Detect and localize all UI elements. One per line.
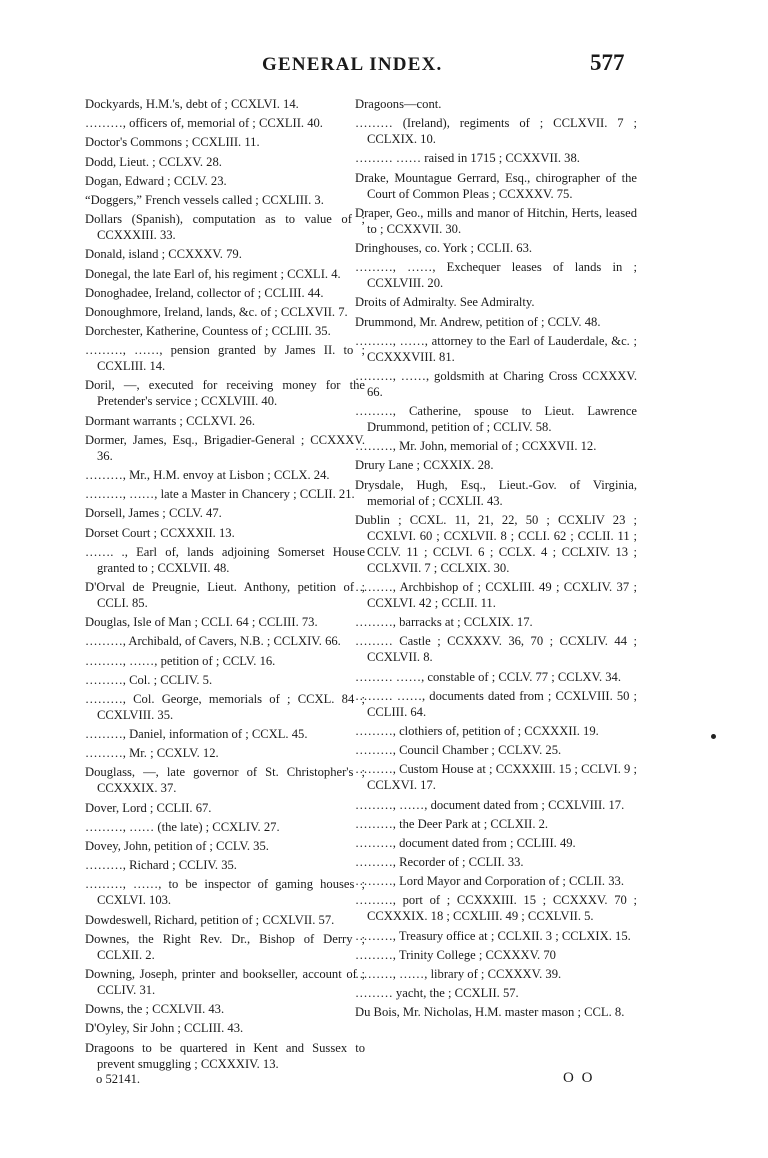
index-entry: Dragoons to be quartered in Kent and Sussex to prevent smuggling ; CCXXXIV. 13.	[85, 1040, 365, 1071]
index-entry: Dormer, James, Esq., Brigadier-General ; CCXXXV. 36.	[85, 432, 365, 463]
index-entry: ………, ……, Exchequer leases of lands in ; CCXLVIII. 20.	[355, 260, 637, 291]
index-entry: Donoughmore, Ireland, lands, &c. of ; CCLXVII. 7.	[85, 304, 348, 319]
index-entry: Drake, Mountague Gerrard, Esq., chirographer of the Court of Common Pleas ; CCXXXV. 75.	[355, 170, 637, 201]
page-number: 577	[590, 50, 625, 75]
index-entry: ………, ……, petition of ; CCLV. 16.	[85, 653, 276, 668]
index-entry: Downes, the Right Rev. Dr., Bishop of Derry ; CCLXII. 2.	[85, 931, 365, 962]
index-entry: ………, Catherine, spouse to Lieut. Lawrence Drummond, petition of ; CCLIV. 58.	[355, 404, 637, 435]
index-entry: Donoghadee, Ireland, collector of ; CCLIII. 44.	[85, 285, 324, 300]
index-entry: Downs, the ; CCXLVII. 43.	[85, 1002, 225, 1017]
page-title: GENERAL INDEX.	[262, 54, 443, 75]
index-entry: Downing, Joseph, printer and bookseller, account of ; CCLIV. 31.	[85, 966, 365, 997]
index-entry: Dorset Court ; CCXXXII. 13.	[85, 525, 235, 540]
index-entry: ………, Archbishop of ; CCXLIII. 49 ; CCXLIV. 37 ; CCXLVI. 42 ; CCLII. 11.	[355, 580, 637, 610]
index-entry: Donegal, the late Earl of, his regiment ; CCXLI. 4.	[85, 266, 341, 281]
index-entry: ………, the Deer Park at ; CCLXII. 2.	[355, 816, 549, 831]
index-entry: ………, Mr., H.M. envoy at Lisbon ; CCLX. 24.	[85, 468, 330, 482]
index-entry: ………, …… (the late) ; CCXLIV. 27.	[85, 819, 280, 834]
index-entry: Drummond, Mr. Andrew, petition of ; CCLV. 48.	[355, 314, 601, 329]
index-entry: ………, barracks at ; CCLXIX. 17.	[355, 615, 533, 630]
index-entry: Douglas, Isle of Man ; CCLI. 64 ; CCLIII. 73.	[85, 615, 318, 630]
index-entry: Dockyards, H.M.'s, debt of ; CCXLVI. 14.	[85, 97, 299, 111]
index-entry: ………, ……, late a Master in Chancery ; CCLII. 21.	[85, 487, 355, 502]
index-entry: Donald, island ; CCXXXV. 79.	[85, 247, 242, 262]
index-entry: ………, ……, goldsmith at Charing Cross CCXXXV. 66.	[355, 368, 637, 399]
index-entry: Du Bois, Mr. Nicholas, H.M. master mason ; CCL. 8.	[355, 1005, 625, 1020]
index-entry: ………, port of ; CCXXXIII. 15 ; CCXXXV. 70 ; CCXXXIX. 18 ; CCXLIII. 49 ; CCXLVII. 5.	[355, 893, 637, 924]
index-entry: Dowdeswell, Richard, petition of ; CCXLVII. 57.	[85, 912, 335, 927]
index-entry: ………, ……, to be inspector of gaming houses ; CCXLVI. 103.	[85, 877, 365, 908]
index-entry: ………, Trinity College ; CCXXXV. 70	[355, 947, 556, 962]
index-entry: Dover, Lord ; CCLII. 67.	[85, 800, 212, 815]
index-entry: ……… Castle ; CCXXXV. 36, 70 ; CCXLIV. 44 ; CCXLVII. 8.	[355, 634, 637, 665]
index-entry: ………, Richard ; CCLIV. 35.	[85, 858, 237, 873]
index-entry: ………, Mr. ; CCXLV. 12.	[85, 746, 219, 761]
index-entry: Dovey, John, petition of ; CCLV. 35.	[85, 839, 269, 853]
index-entry: ……… (Ireland), regiments of ; CCLXVII. 7 ; CCLXIX. 10.	[355, 116, 637, 147]
index-entry: ………, Custom House at ; CCXXXIII. 15 ; CCLVI. 9 ; CCLXVI. 17.	[355, 762, 637, 793]
index-entry: Doctor's Commons ; CCXLIII. 11.	[85, 135, 260, 150]
index-entry: ………, officers of, memorial of ; CCXLII. 40.	[85, 116, 323, 131]
index-entry: ………, Archibald, of Cavers, N.B. ; CCLXIV. 66.	[85, 634, 341, 649]
index-column-left	[85, 96, 365, 1075]
gathering-mark: O O	[563, 1070, 595, 1086]
index-entry: Doril, —, executed for receiving money for the Pretender's service ; CCXLVIII. 40.	[85, 378, 365, 409]
index-entry: D'Orval de Preugnie, Lieut. Anthony, petition of ; CCLI. 85.	[85, 579, 365, 610]
index-entry: ………, Col. ; CCLIV. 5.	[85, 672, 213, 687]
ink-spot	[711, 734, 716, 739]
index-entry: D'Oyley, Sir John ; CCLIII. 43.	[85, 1021, 244, 1036]
index-entry: ………, clothiers of, petition of ; CCXXXII. 19.	[355, 723, 599, 738]
index-entry: Douglass, —, late governor of St. Christopher's ; CCXXXIX. 37.	[85, 765, 365, 796]
index-entry: “Doggers,” French vessels called ; CCXLIII. 3.	[85, 192, 324, 207]
index-entry: ………, ……, library of ; CCXXXV. 39.	[355, 967, 562, 981]
index-entry: ……. ., Earl of, lands adjoining Somerset House granted to ; CCXLVII. 48.	[85, 544, 365, 575]
index-entry: Droits of Admiralty. See Admiralty.	[355, 295, 535, 310]
index-entry: Dormant warrants ; CCLXVI. 26.	[85, 413, 255, 428]
index-entry: ………, Mr. John, memorial of ; CCXXVII. 12.	[355, 439, 597, 454]
index-entry: Dragoons—cont.	[355, 97, 442, 111]
index-entry: Dodd, Lieut. ; CCLXV. 28.	[85, 154, 222, 169]
index-entry: ……… …… raised in 1715 ; CCXXVII. 38.	[355, 151, 580, 166]
index-entry: ………, Treasury office at ; CCLXII. 3 ; CCLXIX. 15.	[355, 928, 631, 943]
index-entry: Dorchester, Katherine, Countess of ; CCLIII. 35.	[85, 324, 331, 339]
index-entry: ……… ……, documents dated from ; CCXLVIII. 50 ; CCLIII. 64.	[355, 688, 637, 719]
index-entry: Dollars (Spanish), computation as to value of ; CCXXXIII. 33.	[85, 212, 365, 243]
index-entry: ………, Recorder of ; CCLII. 33.	[355, 855, 524, 870]
index-entry: ……… yacht, the ; CCXLII. 57.	[355, 986, 519, 1001]
index-entry: Drury Lane ; CCXXIX. 28.	[355, 458, 494, 473]
index-entry: Dublin ; CCXL. 11, 21, 22, 50 ; CCXLIV 23 ; CCXLVI. 60 ; CCXLVII. 8 ; CCLI. 62 ; CCLII. 11 ; CCLV. 11 ; CCLVI. 6 ; CCLX. 4 ; CCLXIV. 13 ; CCLXVII. 7 ; CCLXIX. 30.	[355, 512, 637, 575]
index-entry: Dorsell, James ; CCLV. 47.	[85, 506, 222, 521]
page-header	[0, 52, 768, 82]
index-entry: Dringhouses, co. York ; CCLII. 63.	[355, 240, 533, 255]
signature-mark: o 52141.	[96, 1072, 141, 1086]
index-entry: ………, document dated from ; CCLIII. 49.	[355, 835, 576, 850]
index-entry: ………, ……, pension granted by James II. to ; CCXLIII. 14.	[85, 343, 365, 374]
index-entry: ………, Lord Mayor and Corporation of ; CCLII. 33.	[355, 874, 624, 889]
index-entry: ……… ……, constable of ; CCLV. 77 ; CCLXV. 34.	[355, 669, 621, 684]
index-entry: ………, Council Chamber ; CCLXV. 25.	[355, 743, 562, 758]
index-entry: Dogan, Edward ; CCLV. 23.	[85, 173, 227, 188]
index-entry: ………, Col. George, memorials of ; CCXL. 84 ; CCXLVIII. 35.	[85, 691, 365, 722]
index-entry: Drysdale, Hugh, Esq., Lieut.-Gov. of Virginia, memorial of ; CCXLII. 43.	[355, 477, 637, 508]
index-entry: Draper, Geo., mills and manor of Hitchin, Herts, leased to ; CCXXVII. 30.	[355, 205, 637, 236]
index-entry: ………, Daniel, information of ; CCXL. 45.	[85, 727, 308, 742]
index-entry: ………, ……, document dated from ; CCXLVIII. 17.	[355, 797, 625, 812]
index-entry: ………, ……, attorney to the Earl of Lauderdale, &c. ; CCXXXVIII. 81.	[355, 333, 637, 364]
index-column-right	[355, 96, 637, 1024]
